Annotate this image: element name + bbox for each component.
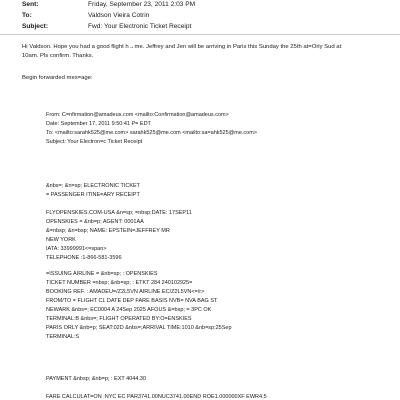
ticket-line: =ISSUING AIRLINE = &nb=sp; : OPENSKIES xyxy=(46,271,158,277)
sent-label: Sent: xyxy=(22,1,39,8)
ticket-line: OPENSKIES = &nb=p; AGENT: 0001AA xyxy=(46,219,144,225)
sent-value: Friday, September 23, 2011 2:03 PM xyxy=(88,1,196,8)
message-line-2: 10am. Pls confirm. Thanks. xyxy=(22,53,94,59)
ticket-line: IATA: 33999991<=span> xyxy=(46,246,107,252)
ticket-line: TERMINAL:S xyxy=(46,334,80,340)
forward-intro: Begin forwarded mes=age: xyxy=(22,75,93,81)
ticket-line: &=nbsp; &n=bsp; NAME: EPSTEIN=JEFFREY MR xyxy=(46,228,170,234)
ticket-line: TICKET NUMBER =nbsp; &nb=sp; : ETKT 284 240102925= xyxy=(46,280,193,286)
forwarded-from: From: C=nfirmation@amadeus.com <mailto:Confirmation@amadeus.com> xyxy=(46,112,229,118)
ticket-line: PARIS ORLY &nb=p; SEAT:02D &nbs=;ARRIVAL TIME:1010 &nb=sp;25Sep xyxy=(46,325,232,331)
subject-label: Subject: xyxy=(22,23,49,30)
to-value: Valdson Vieira Cotrin xyxy=(88,12,150,19)
ticket-line: &nbs=; &n=sp; ELECTRONIC TICKET xyxy=(46,183,141,189)
ticket-line: NEW YORK xyxy=(46,237,76,243)
header-to-row xyxy=(0,12,400,23)
message-line-1: Hi Valdson. Hope you had a good flight h→me. Jeffrey and Jen will be arriving in Paris this Sunday the 25th at=Orly Sud at xyxy=(22,44,342,50)
forwarded-to: To: <mailto:sarahk525@me.com> sarahk525@me.com <mailto:sa=ahk525@me.com> xyxy=(46,130,258,136)
ticket-line: BOOKING REF. : AMADEU=/Z2L5VN AIRLINE EC/Z2L5VN<=/r> xyxy=(46,289,205,295)
ticket-line: = PASSENGER ITINE=ARY RECEIPT xyxy=(46,192,140,198)
forwarded-subject: Subject: Your Electron=c Ticket Receipt xyxy=(46,139,143,145)
header-sent-row xyxy=(0,1,400,12)
ticket-line: FLYOPENSKIES.COM-USA &n=sp; =nbsp;DATE: 17SEP11 xyxy=(46,210,192,216)
ticket-line: FROM/TO = FLIGHT CL DATE DEP FARE BASIS NVB= NVA BAG ST xyxy=(46,298,218,304)
fare-calculation-line: FARE CALCULAT=ON :NYC EC PAR3741.00NUC3741.00END ROE1.000000XF EWR4.5 xyxy=(46,394,267,400)
to-label: To: xyxy=(22,12,32,19)
payment-line: PAYMENT &nbsp; &nb=p; : EXT 4044.30 xyxy=(46,376,147,382)
header-divider xyxy=(0,34,400,35)
ticket-line: TELEPHONE :1-866-581-3596 xyxy=(46,255,122,261)
subject-value: Fwd: Your Electronic Ticket Receipt xyxy=(88,23,192,30)
forwarded-date: Date: September 17, 2011 9:50:41 P= EDT xyxy=(46,121,151,127)
header-subject-row xyxy=(0,23,400,34)
ticket-line: TERMINAL:B &nbs=; FLIGHT OPERATED BY:O=ENSKIES xyxy=(46,316,192,322)
ticket-line: NEWARK &nbs=; EC0004 A 24Sep 2025 AFOUS &=bsp; = 3PC OK xyxy=(46,307,212,313)
